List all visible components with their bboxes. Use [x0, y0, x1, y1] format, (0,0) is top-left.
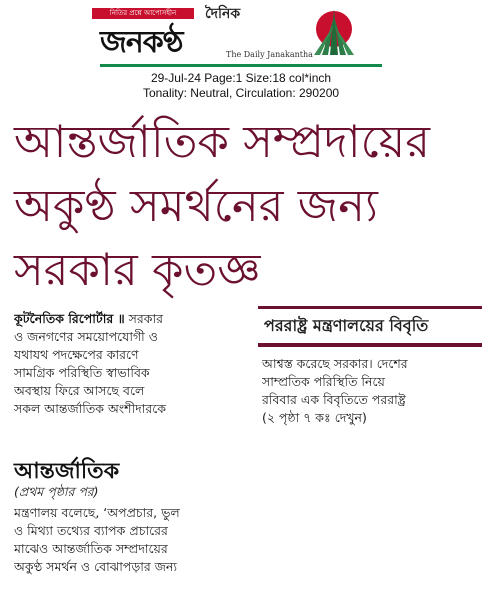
headline-line: অকুণ্ঠ সমর্থনের জন্য — [14, 179, 378, 232]
statement-line: রবিবার এক বিবৃতিতে পররাষ্ট্র — [262, 392, 406, 407]
national-memorial-emblem-icon — [308, 3, 360, 59]
statement-line: সাম্প্রতিক পরিস্থিতি নিয়ে — [262, 374, 385, 389]
body-line: অবস্থায় ফিরে আসছে বলে — [14, 383, 145, 398]
statement-line: আশ্বস্ত করেছে সরকার। দেশের — [262, 356, 408, 371]
continuation-line: ও মিথ্যা তথ্যের ব্যাপক প্রচারের — [14, 523, 168, 538]
continuation-body — [14, 504, 242, 576]
statement-paragraph — [258, 355, 482, 427]
body-line: সকল আন্তর্জাতিক অংশীদারকে — [14, 401, 166, 416]
headline — [14, 110, 482, 302]
body-line: যথাযথ পদক্ষেপের কারণে — [14, 347, 139, 362]
headline-line: সরকার কৃতজ্ঞ — [14, 243, 261, 296]
clip-meta-line-1: 29-Jul-24 Page:1 Size:18 col*inch — [150, 71, 332, 85]
body-line-first — [14, 310, 242, 328]
statement-box — [258, 306, 482, 427]
masthead-prefix: দৈনিক — [205, 6, 241, 22]
body-line: ও জনগণের সময়োপযোগী ও — [14, 329, 158, 344]
statement-box-title: পররাষ্ট্র মন্ত্রণালয়ের বিবৃতি — [264, 316, 429, 335]
continuation-line: অকুণ্ঠ সমর্থন ও বোঝাপড়ার জন্য — [14, 559, 178, 574]
continuation-note: (প্রথম পৃষ্ঠার পর) — [14, 484, 99, 499]
statement-continued-note: (২ পৃষ্ঠা ৭ কঃ দেখুন) — [262, 410, 367, 425]
byline: কূটনৈতিক রিপোর্টার ॥ — [14, 311, 125, 326]
continuation-line: মাঝেও আন্তর্জাতিক সম্প্রদায়ের — [14, 541, 168, 556]
body-line-text: সরকার — [128, 311, 164, 326]
masthead-logo-text: জনকণ্ঠ — [100, 25, 183, 60]
masthead-tagline: নিতির প্রশ্নে আপোসহীন — [92, 8, 194, 19]
body-paragraph — [14, 310, 242, 418]
article-body — [14, 310, 242, 418]
box-bottom-rule — [258, 343, 482, 347]
continuation-heading: আন্তর্জাতিক — [14, 459, 120, 484]
masthead-rule — [100, 64, 382, 67]
continuation-line: মন্ত্রণালয় বলেছে, ‘অপপ্রচার, ভুল — [14, 505, 180, 520]
headline-line: আন্তর্জাতিক সম্প্রদায়ের — [14, 115, 430, 168]
masthead-english-name: The Daily Janakantha — [226, 50, 313, 59]
body-line: সামগ্রিক পরিস্থিতি স্বাভাবিক — [14, 365, 150, 380]
clip-meta-line-2: Tonality: Neutral, Circulation: 290200 — [142, 86, 340, 100]
